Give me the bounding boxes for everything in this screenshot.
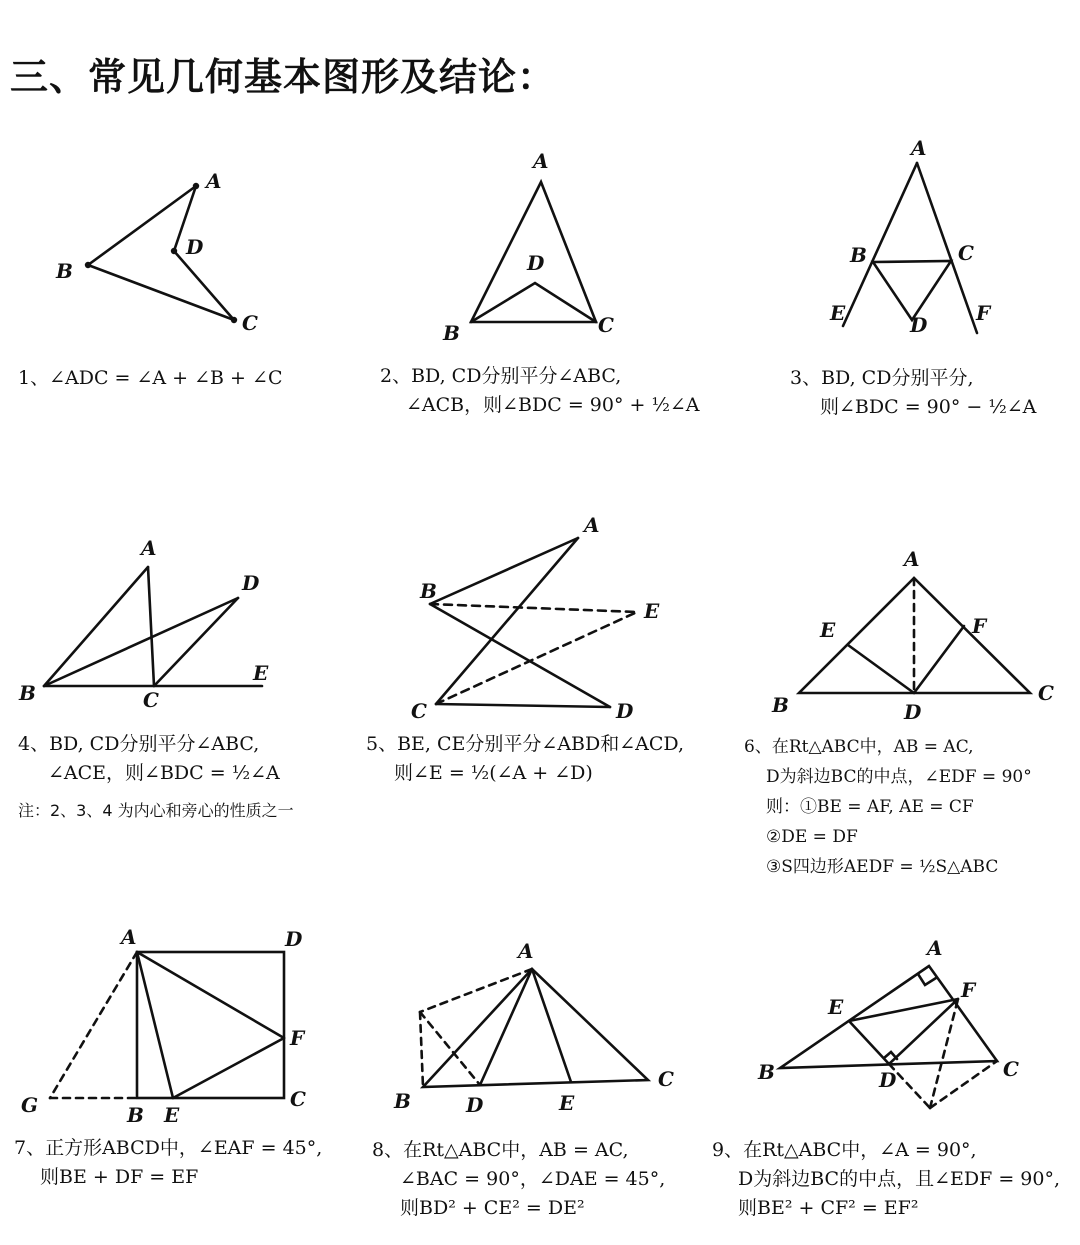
figure-5-caption — [366, 730, 684, 788]
figure-3-label-D: D — [910, 313, 928, 337]
caption-line: 则BD² + CE² = DE² — [400, 1197, 585, 1219]
caption-line: 则BE + DF = EF — [40, 1166, 199, 1188]
figure-2-caption — [380, 362, 700, 420]
page-title: 三、常见几何基本图形及结论： — [10, 55, 557, 99]
figure-3-label-E: E — [830, 301, 846, 325]
caption-line: 4、BD, CD分别平分∠ABC, — [18, 733, 260, 755]
caption-line: 6、在Rt△ABC中，AB = AC, — [744, 737, 974, 757]
figure-3-label-B: B — [850, 243, 867, 267]
figure-4-label-C: C — [143, 688, 159, 712]
caption-line: 则∠E = ½(∠A + ∠D) — [394, 762, 593, 784]
figure-6-label-D: D — [904, 700, 922, 724]
figure-8-label-C: C — [658, 1067, 674, 1091]
figure-6-label-B: B — [772, 693, 789, 717]
caption-line: 2、BD, CD分别平分∠ABC, — [380, 365, 622, 387]
figure-1-label-A: A — [206, 169, 222, 193]
figure-4-caption — [18, 730, 280, 788]
figure-1-label-C: C — [242, 311, 258, 335]
caption-line: 8、在Rt△ABC中，AB = AC, — [372, 1139, 629, 1161]
figure-7-diagram — [50, 952, 284, 1098]
figure-8-caption — [372, 1136, 665, 1223]
caption-line: 则∠BDC = 90° − ½∠A — [820, 396, 1037, 418]
figure-1-diagram — [88, 186, 234, 320]
figure-7-caption — [14, 1134, 322, 1192]
figure-7-label-F: F — [290, 1026, 305, 1050]
figure-6-label-F: F — [972, 614, 987, 638]
figure-7-label-G: G — [21, 1093, 39, 1117]
figure-5-label-B: B — [420, 579, 437, 603]
caption-line: ③S四边形AEDF = ½S△ABC — [766, 857, 999, 877]
figure-2-label-B: B — [443, 321, 460, 345]
figure-9-caption — [712, 1136, 1060, 1223]
figure-4-note: 注：2、3、4 为内心和旁心的性质之一 — [18, 801, 294, 820]
figure-8-label-A: A — [518, 939, 534, 963]
caption-line: 7、正方形ABCD中，∠EAF = 45°, — [14, 1137, 323, 1159]
figure-6-caption — [744, 732, 1032, 882]
figure-5-label-D: D — [616, 699, 634, 723]
figure-5-diagram — [430, 538, 637, 707]
caption-line: 则：①BE = AF, AE = CF — [766, 797, 974, 817]
figure-3-caption — [790, 364, 1036, 422]
figure-9-label-B: B — [758, 1060, 775, 1084]
figure-8-label-E: E — [559, 1091, 575, 1115]
caption-line: D为斜边BC的中点，且∠EDF = 90°, — [738, 1168, 1061, 1190]
caption-line: D为斜边BC的中点，∠EDF = 90° — [766, 767, 1032, 787]
figure-7-label-C: C — [290, 1087, 306, 1111]
figure-4-diagram — [44, 567, 262, 686]
figure-1-caption — [18, 364, 282, 393]
figure-4-label-D: D — [242, 571, 260, 595]
figure-7-label-B: B — [127, 1103, 144, 1127]
figure-6-label-A: A — [904, 547, 920, 571]
figure-9-label-C: C — [1003, 1057, 1019, 1081]
figure-9-label-E: E — [828, 995, 844, 1019]
figure-2-label-A: A — [533, 149, 549, 173]
caption-line: ∠ACE，则∠BDC = ½∠A — [48, 762, 280, 784]
figure-4-label-E: E — [253, 661, 269, 685]
figure-5-label-E: E — [644, 599, 660, 623]
caption-line: ②DE = DF — [766, 827, 858, 847]
figure-1-label-D: D — [186, 235, 204, 259]
caption-line: 则BE² + CF² = EF² — [738, 1197, 919, 1219]
figure-8-label-B: B — [394, 1089, 411, 1113]
caption-line: 9、在Rt△ABC中，∠A = 90°, — [712, 1139, 977, 1161]
figure-7-label-D: D — [285, 927, 303, 951]
figure-5-label-C: C — [411, 699, 427, 723]
figure-8-label-D: D — [466, 1093, 484, 1117]
figure-6-label-E: E — [820, 618, 836, 642]
figure-7-label-A: A — [121, 925, 137, 949]
figure-9-label-A: A — [927, 936, 943, 960]
figure-4-label-B: B — [19, 681, 36, 705]
figure-2-label-C: C — [598, 313, 614, 337]
caption-line: 5、BE, CE分别平分∠ABD和∠ACD, — [366, 733, 685, 755]
figure-3-label-A: A — [911, 136, 927, 160]
figure-9-label-F: F — [961, 978, 976, 1002]
figure-6-label-C: C — [1038, 681, 1054, 705]
caption-line: 3、BD, CD分别平分, — [790, 367, 974, 389]
figure-8-diagram — [420, 969, 648, 1087]
caption-line: ∠ACB，则∠BDC = 90° + ½∠A — [406, 394, 700, 416]
figure-7-label-E: E — [164, 1103, 180, 1127]
figure-2-label-D: D — [527, 251, 545, 275]
figure-3-label-C: C — [958, 241, 974, 265]
figure-3-label-F: F — [976, 301, 991, 325]
caption-line: 1、∠ADC = ∠A + ∠B + ∠C — [18, 367, 283, 389]
figure-4-label-A: A — [141, 536, 157, 560]
figure-9-label-D: D — [879, 1068, 897, 1092]
caption-line: ∠BAC = 90°，∠DAE = 45°, — [400, 1168, 666, 1190]
figure-5-label-A: A — [584, 513, 600, 537]
figure-1-label-B: B — [56, 259, 73, 283]
